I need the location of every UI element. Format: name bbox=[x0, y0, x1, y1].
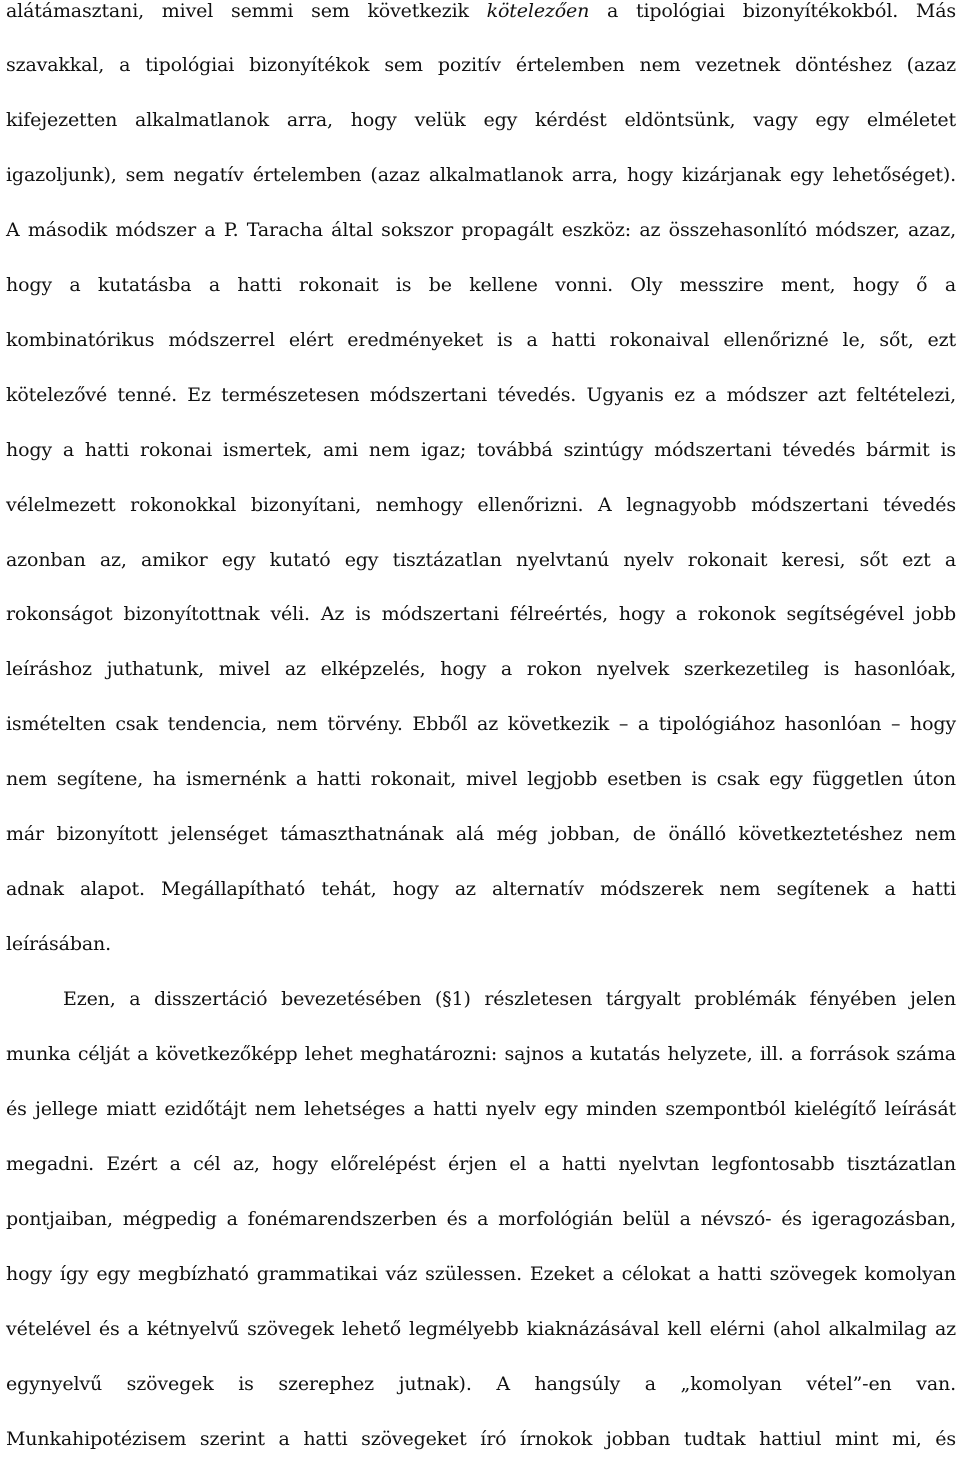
text-line: azonban az, amikor egy kutató egy tisztázatlan nyelvtanú nyelv rokonait keresi, sőt ezt a bbox=[6, 549, 956, 571]
paragraph-last-line: leírásában. bbox=[6, 933, 112, 955]
text-line: hogy a hatti rokonai ismertek, ami nem igaz; továbbá szintúgy módszertani tévedés bármit is bbox=[6, 439, 956, 461]
text-line: rokonságot bizonyítottnak véli. Az is módszertani félreértés, hogy a rokonok segítségével jobb bbox=[6, 603, 956, 625]
text-line: munka célját a következőképp lehet meghatározni: sajnos a kutatás helyzete, ill. a források száma bbox=[6, 1043, 956, 1065]
text-line: kombinatórikus módszerrel elért eredményeket is a hatti rokonaival ellenőrizné le, sőt, ezt bbox=[6, 329, 956, 351]
text-line: és jellege miatt ezidőtájt nem lehetséges a hatti nyelv egy minden szempontból kielégítő leírását bbox=[6, 1098, 956, 1120]
text-line: igazoljunk), sem negatív értelemben (azaz alkalmatlanok arra, hogy kizárjanak egy lehetőséget). bbox=[6, 164, 956, 186]
text-run: a tipológiai bizonyítékokból. Más bbox=[589, 0, 956, 22]
text-line: megadni. Ezért a cél az, hogy előrelépést érjen el a hatti nyelvtan legfontosabb tisztázatlan bbox=[6, 1153, 956, 1175]
text-run: alátámasztani, mivel semmi sem következik bbox=[6, 0, 487, 22]
text-line: kötelezővé tenné. Ez természetesen módszertani tévedés. Ugyanis ez a módszer azt feltételezi, bbox=[6, 384, 956, 406]
text-line: egynyelvű szövegek is szerephez jutnak). A hangsúly a „komolyan vétel”-en van. bbox=[6, 1373, 956, 1395]
text-line: hogy így egy megbízható grammatikai váz szülessen. Ezeket a célokat a hatti szövegek komolyan bbox=[6, 1263, 956, 1285]
paragraph-first-line: Ezen, a disszertáció bevezetésében (§1) részletesen tárgyalt problémák fényében jelen bbox=[63, 988, 956, 1010]
text-line: leíráshoz juthatunk, mivel az elképzelés, hogy a rokon nyelvek szerkezetileg is hasonlóak, bbox=[6, 658, 956, 680]
text-line: adnak alapot. Megállapítható tehát, hogy az alternatív módszerek nem segítenek a hatti bbox=[6, 878, 956, 900]
text-line: már bizonyított jelenséget támaszthatnának alá még jobban, de önálló következtetéshez nem bbox=[6, 823, 956, 845]
text-line: A második módszer a P. Taracha által sokszor propagált eszköz: az összehasonlító módszer, azaz, bbox=[6, 219, 956, 241]
document-page bbox=[6, 0, 956, 1456]
text-line: szavakkal, a tipológiai bizonyítékok sem pozitív értelemben nem vezetnek döntéshez (azaz bbox=[6, 54, 956, 76]
text-line: pontjaiban, mégpedig a fonémarendszerben és a morfológián belül a névszó- és igeragozásban, bbox=[6, 1208, 956, 1230]
text-line: vételével és a kétnyelvű szövegek lehető legmélyebb kiaknázásával kell elérni (ahol alkalmilag az bbox=[6, 1318, 956, 1340]
text-line bbox=[6, 0, 956, 31]
text-line: nem segítene, ha ismernénk a hatti rokonait, mivel legjobb esetben is csak egy független úton bbox=[6, 768, 956, 790]
text-line: hogy a kutatásba a hatti rokonait is be kellene vonni. Oly messzire ment, hogy ő a bbox=[6, 274, 956, 296]
text-line: Munkahipotézisem szerint a hatti szövegeket író írnokok jobban tudtak hattiul mint mi, és bbox=[6, 1428, 956, 1450]
text-line: kifejezetten alkalmatlanok arra, hogy velük egy kérdést eldöntsünk, vagy egy elméletet bbox=[6, 109, 956, 131]
text-line: ismételten csak tendencia, nem törvény. Ebből az következik – a tipológiához hasonlóan – hogy bbox=[6, 713, 956, 735]
emphasized-word: kötelezően bbox=[486, 0, 590, 22]
text-line: vélelmezett rokonokkal bizonyítani, nemhogy ellenőrizni. A legnagyobb módszertani tévedés bbox=[6, 494, 956, 516]
